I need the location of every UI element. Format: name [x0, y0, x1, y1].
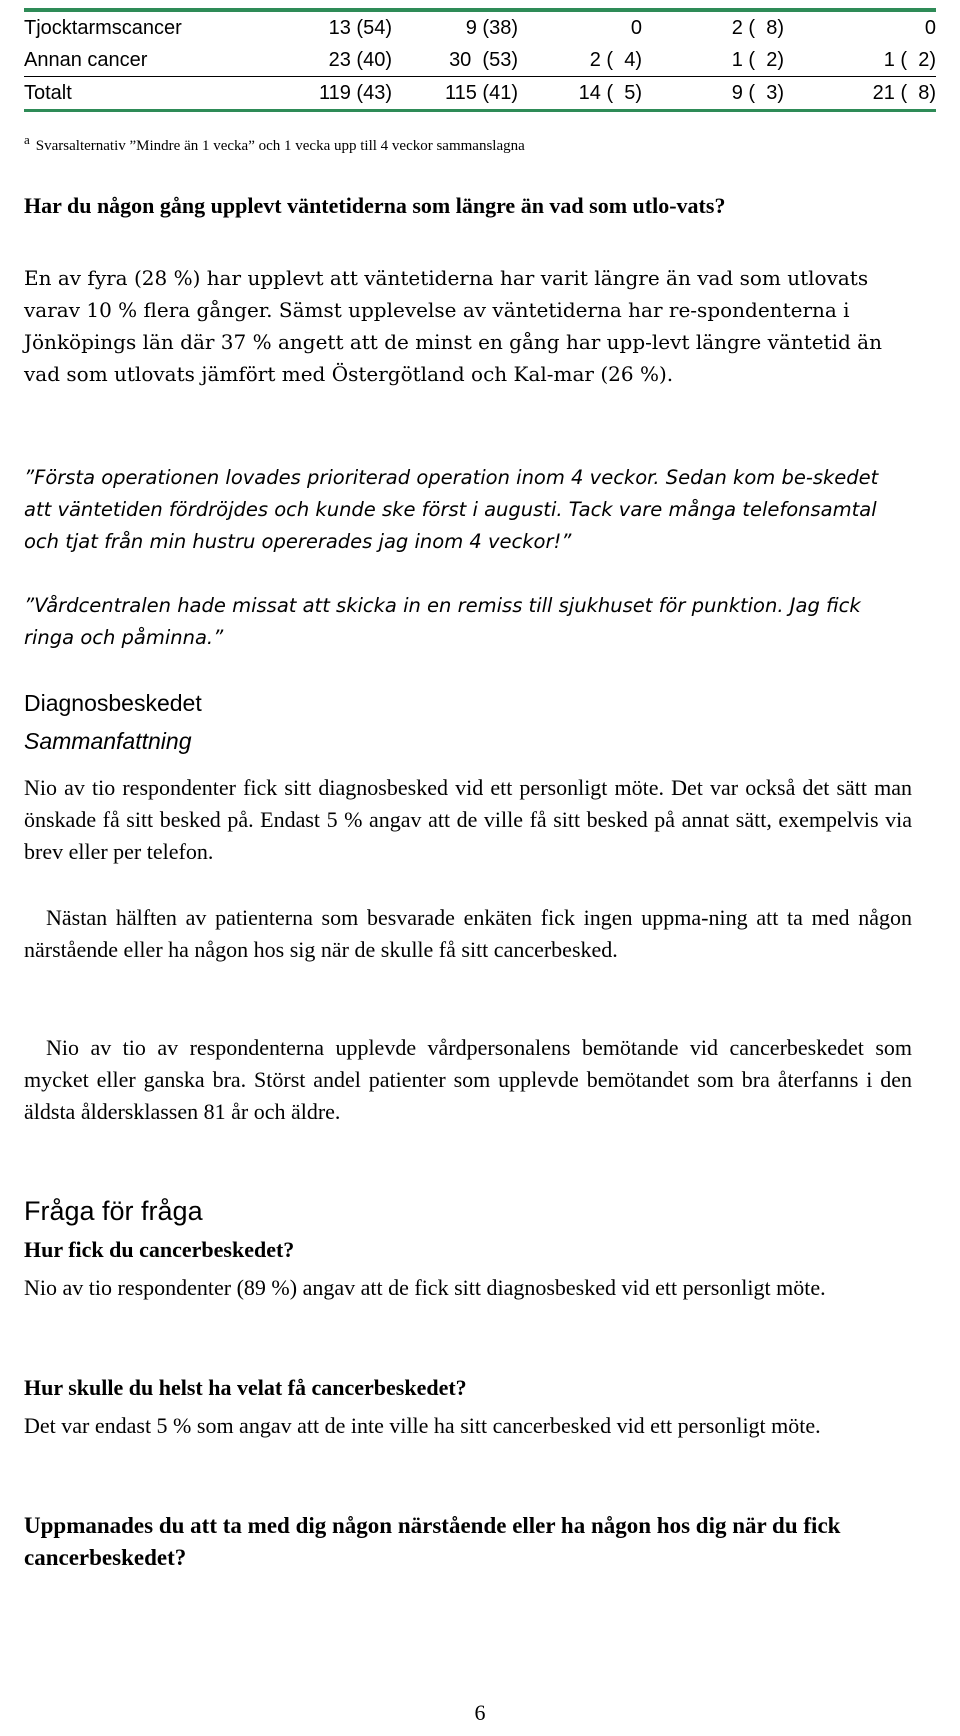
- cell: 13 (54): [328, 17, 392, 39]
- cell: 1 ( 2): [883, 49, 936, 71]
- question-heading: Har du någon gång upplevt väntetiderna som längre än vad som utlo-vats?: [24, 193, 726, 218]
- patient-quote: ”Vårdcentralen hade missat att skicka in en remiss till sjukhuset för punktion. Jag fick ringa och påminna.”: [24, 594, 861, 649]
- table-footnote: [24, 132, 525, 155]
- summary-paragraph: Nio av tio av respondenterna upplevde vårdpersonalens bemötande vid cancerbeskedet som mycket eller ganska bra. Störst andel patienter som upplevde bemötandet som bra återfanns i den äldsta åldersklassen 81 år och äldre.: [24, 1035, 912, 1124]
- cell: 0: [924, 17, 936, 39]
- footnote-text: Svarsalternativ ”Mindre än 1 vecka” och 1 vecka upp till 4 veckor sammanslagna: [35, 138, 525, 154]
- cell: 23 (40): [328, 49, 392, 71]
- summary-paragraph: Nio av tio respondenter fick sitt diagnosbesked vid ett personligt möte. Det var också det sätt man önskade få sitt besked på. Endast 5 % angav att de ville få sitt besked på annat sätt, exempelvis via brev eller per telefon.: [24, 775, 912, 864]
- cell: 30 (53): [449, 49, 518, 71]
- cell: 2 ( 8): [731, 17, 784, 39]
- table-row: [24, 44, 936, 76]
- cell: 9 (38): [465, 17, 518, 39]
- question-heading: Uppmanades du att ta med dig någon närstående eller ha någon hos dig när du fick cancerbeskedet?: [24, 1513, 841, 1570]
- row-label: Tjocktarmscancer: [24, 17, 182, 39]
- table-bottom-rule: [24, 109, 936, 112]
- cell: 0: [630, 17, 642, 39]
- waiting-paragraph: En av fyra (28 %) har upplevt att väntetiderna har varit längre än vad som utlovats varav 10 % flera gånger. Sämst upplevelse av väntetiderna har re-spondenterna i Jönköpings län där 37 % angett att de minst en gång har upp-levt längre väntetid än vad som utlovats jämfört med Östergötland och Kal-mar (26 %).: [24, 266, 882, 386]
- cell: 119 (43): [318, 82, 392, 104]
- cell: 14 ( 5): [578, 82, 642, 104]
- summary-paragraph: Nästan hälften av patienterna som besvarade enkäten fick ingen uppma-ning att ta med någon närstående eller ha någon hos sig när de skulle få sitt cancerbesked.: [24, 905, 912, 962]
- row-label: Annan cancer: [24, 49, 148, 71]
- row-label: Totalt: [24, 82, 72, 104]
- answer-paragraph: Nio av tio respondenter (89 %) angav att de fick sitt diagnosbesked vid ett personligt möte.: [24, 1275, 826, 1300]
- patient-quote: ”Första operationen lovades prioriterad operation inom 4 veckor. Sedan kom be-skedet att väntetiden fördröjdes och kunde ske först i augusti. Tack vare många telefonsamtal och tjat från min hustru opererades jag inom 4 veckor!”: [24, 466, 879, 553]
- cell: 1 ( 2): [731, 49, 784, 71]
- section-heading: Fråga för fråga: [24, 1196, 203, 1226]
- results-table: [24, 8, 936, 112]
- question-heading: Hur skulle du helst ha velat få cancerbeskedet?: [24, 1375, 467, 1400]
- answer-paragraph: Det var endast 5 % som angav att de inte ville ha sitt cancerbesked vid ett personligt möte.: [24, 1413, 821, 1438]
- footnote-marker: a: [24, 132, 30, 147]
- section-subheading: Sammanfattning: [24, 728, 192, 754]
- section-heading: Diagnosbeskedet: [24, 690, 202, 716]
- page-number: 6: [474, 1700, 486, 1725]
- cell: 9 ( 3): [731, 82, 784, 104]
- cell: 2 ( 4): [589, 49, 642, 71]
- cell: 21 ( 8): [872, 82, 936, 104]
- table-row-total: [24, 77, 936, 109]
- table-row: [24, 12, 936, 44]
- cell: 115 (41): [444, 82, 518, 104]
- question-heading: Hur fick du cancerbeskedet?: [24, 1237, 295, 1262]
